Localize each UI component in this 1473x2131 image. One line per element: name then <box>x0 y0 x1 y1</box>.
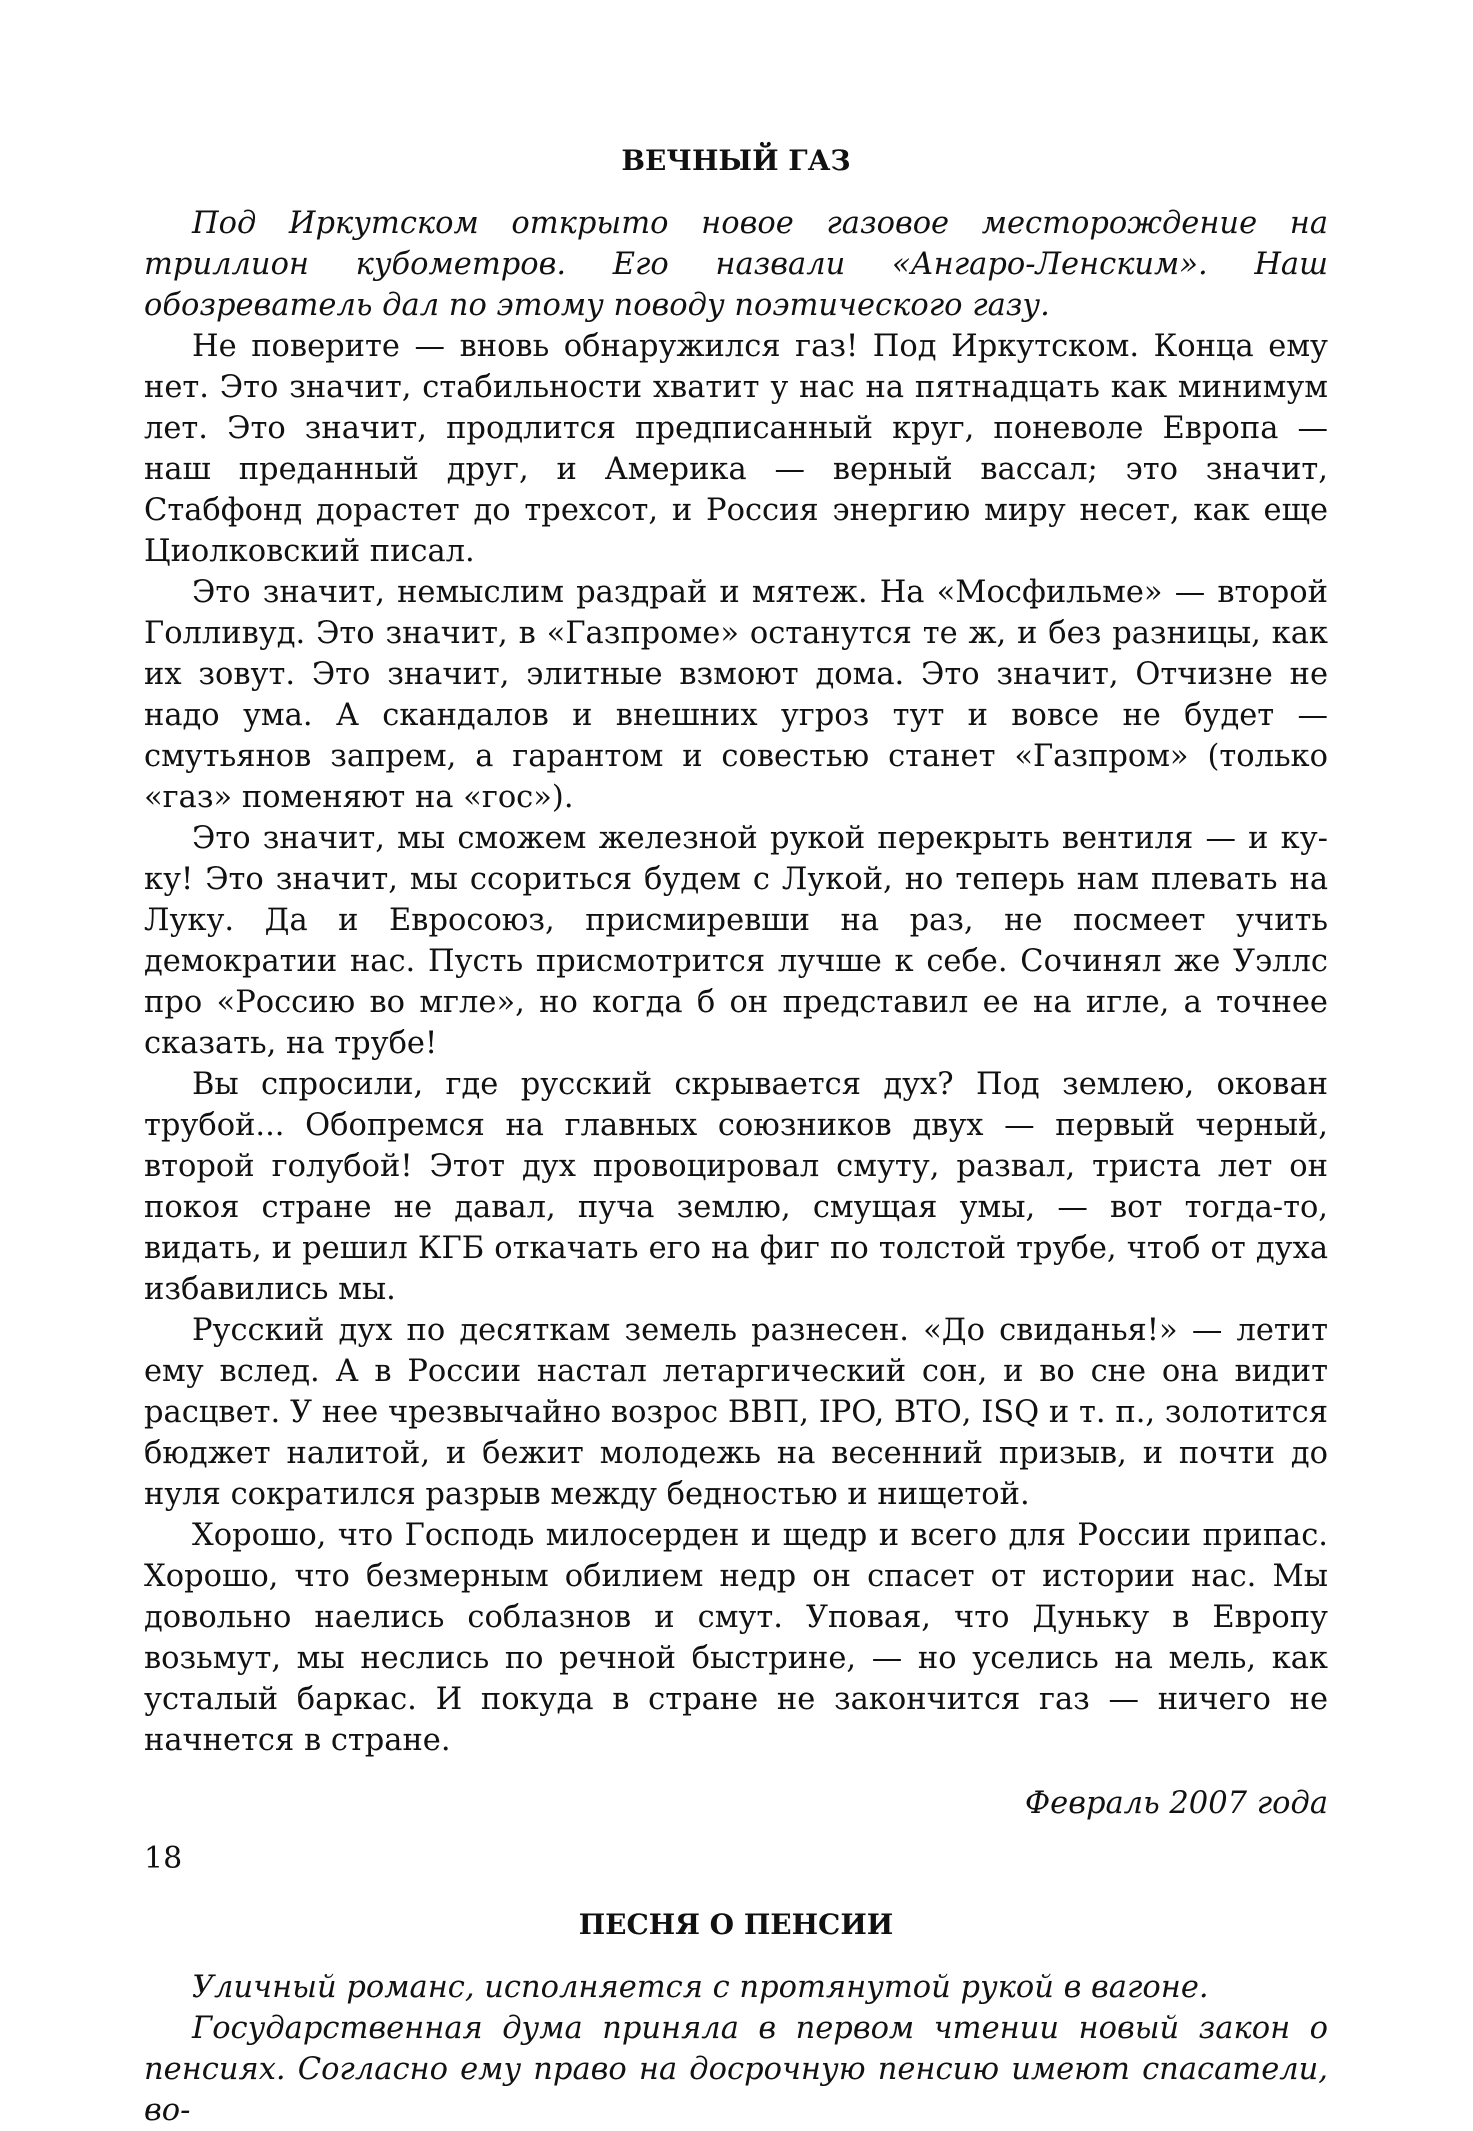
section-spacer <box>144 1824 1328 1904</box>
article-subtitle: Уличный романс, исполняется с протянутой рукой в вагоне. <box>192 1970 1209 2005</box>
article-date: Февраль 2007 года <box>1024 1786 1328 1821</box>
article-title: ВЕЧНЫЙ ГАЗ <box>621 144 851 177</box>
article-epigraph: Государственная дума приняла в первом чтении новый закон о пенсиях. Согласно ему право на досрочную пенсию имеют спасатели, во- <box>144 2011 1328 2128</box>
text-block <box>144 140 1328 2131</box>
paragraph: Это значит, мы сможем железной рукой перекрыть вентиля — и ку-ку! Это значит, мы ссориться будем с Лукой, но теперь нам плевать на Луку. Да и Евросоюз, присмиревши на раз, не посмеет учить демократии нас. Пусть присмотрится лучше к себе. Сочинял же Уэллс про «Россию во мгле», но когда б он представил ее на игле, а точнее сказать, на трубе! <box>144 821 1328 1061</box>
paragraph: Русский дух по десяткам земель разнесен. «До свиданья!» — летит ему вслед. А в России настал летаргический сон, и во сне она видит расцвет. У нее чрезвычайно возрос ВВП, IPO, ВТО, ISQ и т. п., золотится бюджет налитой, и бежит молодежь на весенний призыв, и почти до нуля сократился разрыв между бедностью и нищетой. <box>144 1313 1328 1512</box>
paragraph: Вы спросили, где русский скрывается дух? Под землею, окован трубой... Обопремся на главных союзников двух — первый черный, второй голубой! Этот дух провоцировал смуту, развал, триста лет он покоя стране не давал, пуча землю, смущая умы, — вот тогда-то, видать, и решил КГБ откачать его на фиг по толстой трубе, чтоб от духа избавились мы. <box>144 1067 1328 1307</box>
article-epigraph: Под Иркутском открыто новое газовое месторождение на триллион кубометров. Его назвали «Ангаро-Ленским». Наш обозреватель дал по этому поводу поэтического газу. <box>144 206 1328 323</box>
paragraph: Это значит, немыслим раздрай и мятеж. На «Мосфильме» — второй Голливуд. Это значит, в «Газпроме» останутся те ж, и без разницы, как их зовут. Это значит, элитные взмоют дома. Это значит, Отчизне не надо ума. А скандалов и внешних угроз тут и вовсе не будет — смутьянов запрем, а гарантом и совестью станет «Газпром» (только «газ» поменяют на «гос»). <box>144 575 1328 815</box>
paragraph: Не поверите — вновь обнаружился газ! Под Иркутском. Конца ему нет. Это значит, стабильности хватит у нас на пятнадцать как минимум лет. Это значит, продлится предписанный круг, поневоле Европа — наш преданный друг, и Америка — верный вассал; это значит, Стабфонд дорастет до трехсот, и Россия энергию миру несет, как еще Циолковский писал. <box>144 329 1328 569</box>
article-title: ПЕСНЯ О ПЕНСИИ <box>578 1908 894 1941</box>
page-number: 18 <box>144 1841 183 1876</box>
paragraph: Хорошо, что Господь милосерден и щедр и всего для России припас. Хорошо, что безмерным обилием недр он спасет от истории нас. Мы довольно наелись соблазнов и смут. Уповая, что Дуньку в Европу возьмут, мы неслись по речной быстрине, — но уселись на мель, как усталый баркас. И покуда в стране не закончится газ — ничего не начнется в стране. <box>144 1518 1328 1758</box>
